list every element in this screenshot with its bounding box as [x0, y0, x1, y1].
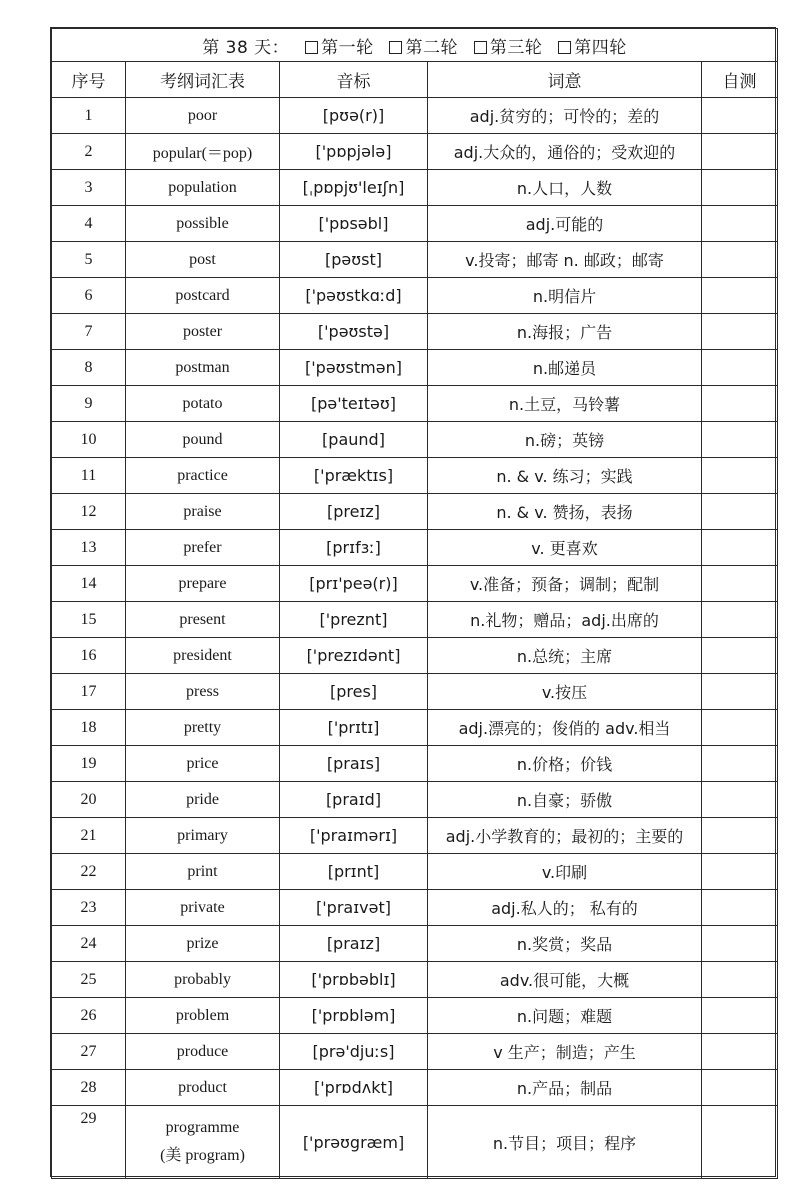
vocab-word: product: [126, 1070, 280, 1106]
table-row: [52, 890, 778, 926]
vocab-word: praise: [126, 494, 280, 530]
self-test-cell[interactable]: [702, 890, 778, 926]
row-number: 23: [52, 890, 126, 926]
phonetic: [praɪz]: [280, 926, 428, 962]
row-number: 8: [52, 350, 126, 386]
self-test-cell[interactable]: [702, 962, 778, 998]
vocab-word: produce: [126, 1034, 280, 1070]
vocab-word: practice: [126, 458, 280, 494]
row-number: 17: [52, 674, 126, 710]
vocab-word: prepare: [126, 566, 280, 602]
meaning: n.海报；广告: [428, 314, 702, 350]
self-test-cell[interactable]: [702, 242, 778, 278]
self-test-cell[interactable]: [702, 422, 778, 458]
phonetic: ['prɒbləm]: [280, 998, 428, 1034]
self-test-cell[interactable]: [702, 566, 778, 602]
phonetic: ['pɒpjələ]: [280, 134, 428, 170]
meaning: n.奖赏；奖品: [428, 926, 702, 962]
phonetic: [praɪd]: [280, 782, 428, 818]
table-row: [52, 1106, 778, 1179]
row-number: 22: [52, 854, 126, 890]
meaning: adj.小学教育的；最初的；主要的: [428, 818, 702, 854]
row-number: 11: [52, 458, 126, 494]
col-header-self-test: 自测: [702, 62, 778, 98]
self-test-cell[interactable]: [702, 98, 778, 134]
vocab-word-line: programme: [165, 1119, 240, 1136]
vocab-word: problem: [126, 998, 280, 1034]
row-number: 15: [52, 602, 126, 638]
self-test-cell[interactable]: [702, 638, 778, 674]
vocab-word: postman: [126, 350, 280, 386]
self-test-cell[interactable]: [702, 386, 778, 422]
self-test-cell[interactable]: [702, 998, 778, 1034]
self-test-cell[interactable]: [702, 602, 778, 638]
table-row: [52, 746, 778, 782]
self-test-cell[interactable]: [702, 134, 778, 170]
round-1-checkbox[interactable]: [305, 41, 318, 54]
vocab-word: print: [126, 854, 280, 890]
table-row: [52, 638, 778, 674]
row-number: 1: [52, 98, 126, 134]
vocab-word: population: [126, 170, 280, 206]
phonetic: [pʊə(r)]: [280, 98, 428, 134]
row-number: 19: [52, 746, 126, 782]
phonetic: ['prəʊgræm]: [280, 1106, 428, 1179]
row-number: 10: [52, 422, 126, 458]
self-test-cell[interactable]: [702, 1070, 778, 1106]
self-test-cell[interactable]: [702, 1034, 778, 1070]
phonetic: [ˌpɒpjʊ'leɪʃn]: [280, 170, 428, 206]
meaning: n.邮递员: [428, 350, 702, 386]
round-3-checkbox[interactable]: [474, 41, 487, 54]
vocab-word: post: [126, 242, 280, 278]
phonetic: ['preznt]: [280, 602, 428, 638]
meaning: v 生产；制造；产生: [428, 1034, 702, 1070]
col-header-phonetic: 音标: [280, 62, 428, 98]
vocab-word: potato: [126, 386, 280, 422]
meaning: adv.很可能，大概: [428, 962, 702, 998]
self-test-cell[interactable]: [702, 206, 778, 242]
meaning: n.节目；项目；程序: [428, 1106, 702, 1179]
vocab-word: probably: [126, 962, 280, 998]
vocabulary-table: [51, 28, 778, 1179]
meaning: n. & v. 练习；实践: [428, 458, 702, 494]
row-number: 7: [52, 314, 126, 350]
round-2-label: 第二轮: [405, 37, 458, 58]
row-number: 2: [52, 134, 126, 170]
table-row: [52, 1070, 778, 1106]
meaning: n.明信片: [428, 278, 702, 314]
meaning: n.礼物；赠品；adj.出席的: [428, 602, 702, 638]
row-number: 16: [52, 638, 126, 674]
table-row: [52, 206, 778, 242]
phonetic: [preɪz]: [280, 494, 428, 530]
table-row: [52, 854, 778, 890]
row-number: 27: [52, 1034, 126, 1070]
vocab-word: poster: [126, 314, 280, 350]
meaning: adj.贫穷的；可怜的；差的: [428, 98, 702, 134]
phonetic: [pə'teɪtəʊ]: [280, 386, 428, 422]
phonetic: [paund]: [280, 422, 428, 458]
self-test-cell[interactable]: [702, 1106, 778, 1179]
row-number: 25: [52, 962, 126, 998]
round-3-label: 第三轮: [489, 37, 543, 58]
table-row: [52, 458, 778, 494]
col-header-meaning: 词意: [428, 62, 702, 98]
phonetic: [praɪs]: [280, 746, 428, 782]
vocab-word: primary: [126, 818, 280, 854]
vocab-word: postcard: [126, 278, 280, 314]
vocab-word: pride: [126, 782, 280, 818]
table-row: [52, 134, 778, 170]
self-test-cell[interactable]: [702, 494, 778, 530]
meaning: v.投寄；邮寄 n. 邮政；邮寄: [428, 242, 702, 278]
row-number: 3: [52, 170, 126, 206]
self-test-cell[interactable]: [702, 170, 778, 206]
self-test-cell[interactable]: [702, 710, 778, 746]
vocab-word: [126, 1106, 280, 1179]
col-header-word: 考纲词汇表: [126, 62, 280, 98]
self-test-cell[interactable]: [702, 854, 778, 890]
self-test-cell[interactable]: [702, 926, 778, 962]
row-number: 29: [52, 1106, 126, 1179]
phonetic: ['prɒbəblɪ]: [280, 962, 428, 998]
self-test-cell[interactable]: [702, 782, 778, 818]
vocab-word-variant: (美 program): [160, 1147, 245, 1164]
vocabulary-sheet: [50, 27, 776, 1177]
phonetic: [pres]: [280, 674, 428, 710]
meaning: n.磅；英镑: [428, 422, 702, 458]
meaning: n. & v. 赞扬，表扬: [428, 494, 702, 530]
phonetic: ['praɪvət]: [280, 890, 428, 926]
table-row: [52, 422, 778, 458]
round-4-label: 第四轮: [574, 37, 627, 58]
table-row: [52, 998, 778, 1034]
table-row: [52, 278, 778, 314]
table-row: [52, 242, 778, 278]
meaning: v.准备；预备；调制；配制: [428, 566, 702, 602]
phonetic: [prə'djuːs]: [280, 1034, 428, 1070]
vocab-word: popular(＝pop): [126, 134, 280, 170]
meaning: v. 更喜欢: [428, 530, 702, 566]
self-test-cell[interactable]: [702, 458, 778, 494]
phonetic: ['pəʊstmən]: [280, 350, 428, 386]
row-number: 13: [52, 530, 126, 566]
row-number: 4: [52, 206, 126, 242]
meaning: n.总统；主席: [428, 638, 702, 674]
table-row: [52, 386, 778, 422]
vocab-word: prize: [126, 926, 280, 962]
column-header-row: [52, 62, 778, 98]
row-number: 5: [52, 242, 126, 278]
row-number: 9: [52, 386, 126, 422]
vocab-word: president: [126, 638, 280, 674]
phonetic: ['præktɪs]: [280, 458, 428, 494]
phonetic: ['pəʊstkɑːd]: [280, 278, 428, 314]
table-row: [52, 1034, 778, 1070]
row-number: 26: [52, 998, 126, 1034]
table-row: [52, 602, 778, 638]
row-number: 24: [52, 926, 126, 962]
meaning: adj.大众的，通俗的；受欢迎的: [428, 134, 702, 170]
row-number: 28: [52, 1070, 126, 1106]
meaning: v.印刷: [428, 854, 702, 890]
self-test-cell[interactable]: [702, 746, 778, 782]
self-test-cell[interactable]: [702, 674, 778, 710]
table-row: [52, 350, 778, 386]
vocab-word: press: [126, 674, 280, 710]
day-label: 第 38 天：: [202, 37, 290, 58]
phonetic: [prɪ'peə(r)]: [280, 566, 428, 602]
phonetic: ['pɒsəbl]: [280, 206, 428, 242]
row-number: 18: [52, 710, 126, 746]
self-test-cell[interactable]: [702, 530, 778, 566]
row-number: 6: [52, 278, 126, 314]
phonetic: ['pəʊstə]: [280, 314, 428, 350]
vocab-word: poor: [126, 98, 280, 134]
row-number: 12: [52, 494, 126, 530]
table-row: [52, 818, 778, 854]
round-1-label: 第一轮: [321, 37, 374, 58]
table-row: [52, 674, 778, 710]
meaning: n.人口，人数: [428, 170, 702, 206]
phonetic: [prɪnt]: [280, 854, 428, 890]
table-row: [52, 170, 778, 206]
table-row: [52, 782, 778, 818]
vocab-word: pretty: [126, 710, 280, 746]
table-row: [52, 566, 778, 602]
vocab-word: pound: [126, 422, 280, 458]
table-row: [52, 926, 778, 962]
self-test-cell[interactable]: [702, 818, 778, 854]
vocab-word: private: [126, 890, 280, 926]
vocab-word: price: [126, 746, 280, 782]
meaning: n.自豪；骄傲: [428, 782, 702, 818]
vocab-word: present: [126, 602, 280, 638]
table-row: [52, 98, 778, 134]
day-header: [52, 29, 778, 62]
self-test-cell[interactable]: [702, 350, 778, 386]
phonetic: [pəʊst]: [280, 242, 428, 278]
meaning: n.产品；制品: [428, 1070, 702, 1106]
row-number: 21: [52, 818, 126, 854]
round-2-checkbox[interactable]: [389, 41, 402, 54]
phonetic: ['prezɪdənt]: [280, 638, 428, 674]
meaning: n.土豆，马铃薯: [428, 386, 702, 422]
table-row: [52, 962, 778, 998]
self-test-cell[interactable]: [702, 278, 778, 314]
table-row: [52, 530, 778, 566]
phonetic: ['prɪtɪ]: [280, 710, 428, 746]
meaning: adj.漂亮的；俊俏的 adv.相当: [428, 710, 702, 746]
self-test-cell[interactable]: [702, 314, 778, 350]
table-row: [52, 710, 778, 746]
meaning: n.价格；价钱: [428, 746, 702, 782]
table-row: [52, 314, 778, 350]
vocab-word: prefer: [126, 530, 280, 566]
meaning: n.问题；难题: [428, 998, 702, 1034]
row-number: 20: [52, 782, 126, 818]
phonetic: ['praɪmərɪ]: [280, 818, 428, 854]
phonetic: ['prɒdʌkt]: [280, 1070, 428, 1106]
col-header-number: 序号: [52, 62, 126, 98]
meaning: adj.可能的: [428, 206, 702, 242]
vocab-word: possible: [126, 206, 280, 242]
phonetic: [prɪfɜː]: [280, 530, 428, 566]
round-4-checkbox[interactable]: [558, 41, 571, 54]
meaning: adj.私人的； 私有的: [428, 890, 702, 926]
meaning: v.按压: [428, 674, 702, 710]
row-number: 14: [52, 566, 126, 602]
title-row: [52, 29, 778, 62]
table-row: [52, 494, 778, 530]
